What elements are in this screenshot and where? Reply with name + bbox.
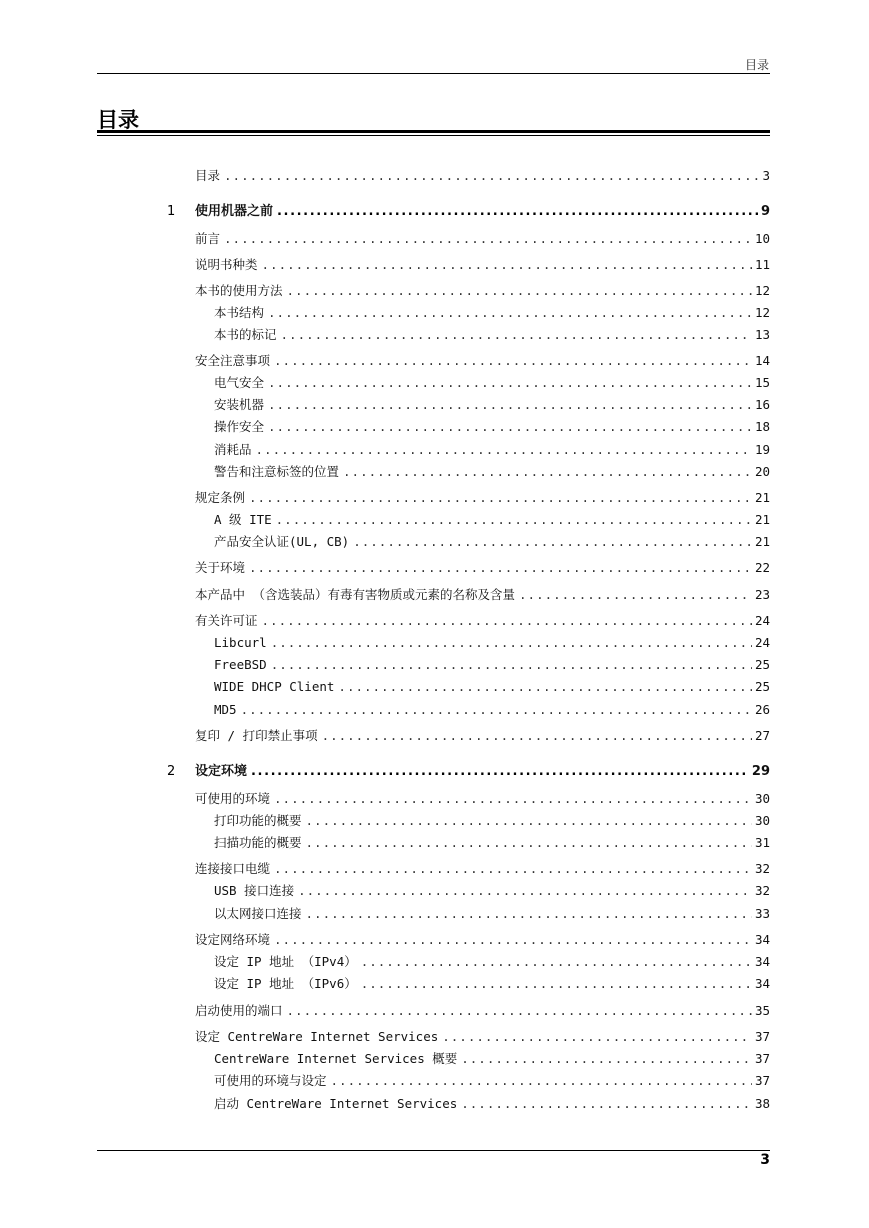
toc-entry[interactable]: 可使用的环境 ..... 30 [195, 787, 770, 807]
toc-subentry[interactable]: 产品安全认证(UL, CB) ..... 21 [214, 530, 770, 550]
toc-subentry[interactable]: 设定 IP 地址 （IPv6） ..... 34 [214, 972, 770, 992]
toc-entry[interactable]: 有关许可证 ..... 24 [195, 609, 770, 629]
toc-subentry[interactable]: 警告和注意标签的位置 ..... 20 [214, 460, 770, 480]
toc-chapter[interactable]: 使用机器之前 ..... 9 [195, 200, 770, 220]
toc-entry[interactable]: 设定 CentreWare Internet Services ..... 37 [195, 1025, 770, 1045]
toc-entry[interactable]: 本书的使用方法 ..... 12 [195, 279, 770, 299]
toc-subentry[interactable]: 电气安全 ..... 15 [214, 371, 770, 391]
toc-subentry[interactable]: WIDE DHCP Client ..... 25 [214, 675, 770, 695]
toc-subentry[interactable]: 可使用的环境与设定 ..... 37 [214, 1069, 770, 1089]
running-header: 目录 [744, 58, 769, 72]
toc-subentry[interactable]: 设定 IP 地址 （IPv4） ..... 34 [214, 950, 770, 970]
toc-subentry[interactable]: USB 接口连接 ..... 32 [214, 879, 770, 899]
toc-subentry[interactable]: 本书的标记 ..... 13 [214, 323, 770, 343]
toc-entry[interactable]: 本产品中 （含选装品）有毒有害物质或元素的名称及含量 ..... 23 [195, 583, 770, 603]
chapter-number: 1 [167, 204, 176, 219]
toc-subentry[interactable]: 安装机器 ..... 16 [214, 393, 770, 413]
toc-entry[interactable]: 前言 ..... 10 [195, 227, 770, 247]
toc-subentry[interactable]: MD5 ..... 26 [214, 698, 770, 718]
toc-entry[interactable]: 说明书种类 ..... 11 [195, 253, 770, 273]
toc-subentry[interactable]: 打印功能的概要 ..... 30 [214, 809, 770, 829]
page-number: 3 [760, 1152, 770, 1168]
toc-subentry[interactable]: CentreWare Internet Services 概要 ..... 37 [214, 1047, 770, 1067]
toc-subentry[interactable]: FreeBSD ..... 25 [214, 653, 770, 673]
footer-rule [97, 1150, 770, 1151]
toc-subentry[interactable]: 消耗品 ..... 19 [214, 438, 770, 458]
toc-subentry[interactable]: 本书结构 ..... 12 [214, 301, 770, 321]
toc-entry[interactable]: 连接接口电缆 ..... 32 [195, 857, 770, 877]
chapter-number: 2 [167, 764, 176, 779]
toc-chapter[interactable]: 设定环境 ..... 29 [195, 760, 770, 780]
toc-subentry[interactable]: 启动 CentreWare Internet Services ..... 38 [214, 1092, 770, 1112]
toc-entry[interactable]: 安全注意事项 ..... 14 [195, 349, 770, 369]
toc-entry[interactable]: 启动使用的端口 ..... 35 [195, 999, 770, 1019]
toc-subentry[interactable]: 扫描功能的概要 ..... 31 [214, 831, 770, 851]
toc-entry[interactable]: 目录 ..... 3 [195, 164, 770, 184]
toc-entry[interactable]: 规定条例 ..... 21 [195, 486, 770, 506]
toc-entry[interactable]: 复印 / 打印禁止事项 ..... 27 [195, 724, 770, 744]
toc-subentry[interactable]: 操作安全 ..... 18 [214, 415, 770, 435]
page-title: 目录 [97, 108, 139, 132]
toc-entry[interactable]: 设定网络环境 ..... 34 [195, 928, 770, 948]
toc-entry[interactable]: 关于环境 ..... 22 [195, 556, 770, 576]
toc-subentry[interactable]: Libcurl ..... 24 [214, 631, 770, 651]
toc-subentry[interactable]: A 级 ITE ..... 21 [214, 508, 770, 528]
toc-subentry[interactable]: 以太网接口连接 ..... 33 [214, 902, 770, 922]
